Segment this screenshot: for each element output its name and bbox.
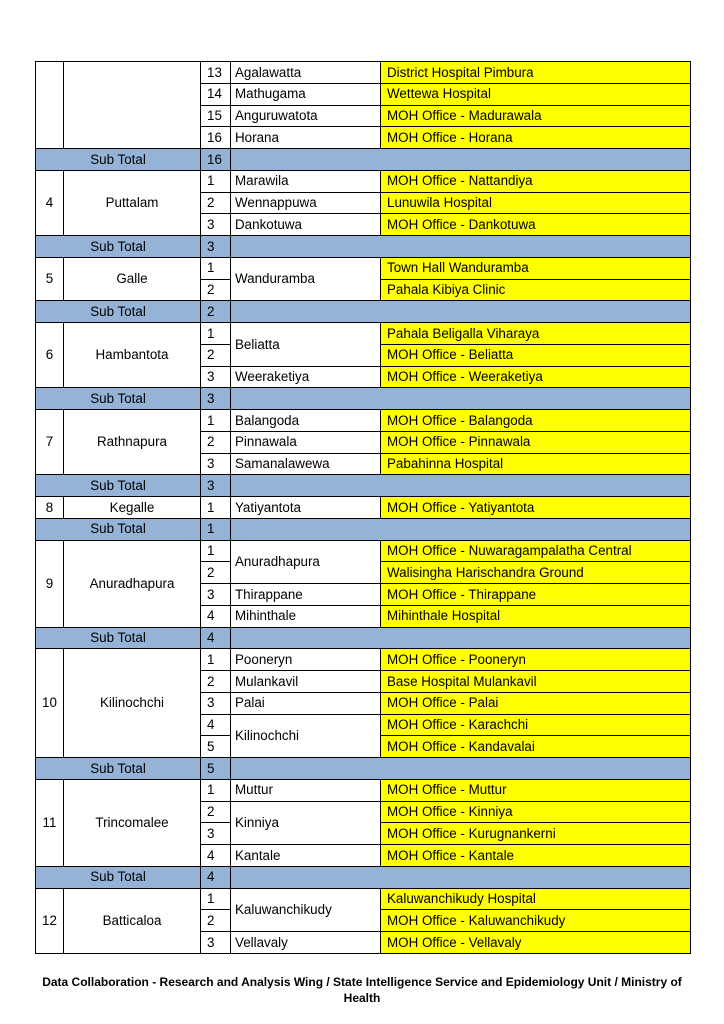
subtotal-count: 1 (201, 518, 231, 540)
serial-number: 1 (201, 497, 231, 519)
vaccination-centre: MOH Office - Kantale (381, 845, 691, 867)
serial-number: 1 (201, 170, 231, 192)
table-row (36, 257, 691, 279)
table-row (36, 62, 691, 84)
serial-number: 5 (201, 736, 231, 758)
district-number (36, 62, 64, 149)
vaccination-centre: Lunuwila Hospital (381, 192, 691, 214)
location-name: Beliatta (231, 323, 381, 367)
vaccination-centre: Pahala Kibiya Clinic (381, 279, 691, 301)
subtotal-label: Sub Total (36, 866, 201, 888)
vaccination-centre: Pabahinna Hospital (381, 453, 691, 475)
vaccination-centre: MOH Office - Madurawala (381, 105, 691, 127)
subtotal-label: Sub Total (36, 627, 201, 649)
serial-number: 2 (201, 910, 231, 932)
location-name: Anguruwatota (231, 105, 381, 127)
vaccination-centre: Base Hospital Mulankavil (381, 671, 691, 693)
district-name: Kilinochchi (64, 649, 201, 758)
district-name: Hambantota (64, 323, 201, 388)
district-name: Anuradhapura (64, 540, 201, 627)
serial-number: 3 (201, 932, 231, 954)
table-row (36, 170, 691, 192)
serial-number: 1 (201, 540, 231, 562)
serial-number: 2 (201, 671, 231, 693)
district-name (64, 62, 201, 149)
serial-number: 4 (201, 845, 231, 867)
district-number: 8 (36, 497, 64, 519)
serial-number: 1 (201, 779, 231, 801)
serial-number: 14 (201, 83, 231, 105)
location-name: Balangoda (231, 410, 381, 432)
vaccination-centre: MOH Office - Kandavalai (381, 736, 691, 758)
vaccination-centre: MOH Office - Beliatta (381, 344, 691, 366)
location-name: Pooneryn (231, 649, 381, 671)
location-name: Vellavaly (231, 932, 381, 954)
location-name: Mathugama (231, 83, 381, 105)
location-name: Weeraketiya (231, 366, 381, 388)
subtotal-count: 5 (201, 758, 231, 780)
serial-number: 16 (201, 127, 231, 149)
subtotal-label: Sub Total (36, 518, 201, 540)
location-name: Yatiyantota (231, 497, 381, 519)
serial-number: 4 (201, 605, 231, 627)
location-name: Mihinthale (231, 605, 381, 627)
vaccination-centre: Pahala Beligalla Viharaya (381, 323, 691, 345)
subtotal-row (36, 388, 691, 410)
vaccination-centre: MOH Office - Balangoda (381, 410, 691, 432)
location-name: Wanduramba (231, 257, 381, 301)
serial-number: 2 (201, 344, 231, 366)
vaccination-centre: Walisingha Harischandra Ground (381, 562, 691, 584)
serial-number: 4 (201, 714, 231, 736)
serial-number: 2 (201, 801, 231, 823)
district-name: Batticaloa (64, 888, 201, 953)
location-name: Marawila (231, 170, 381, 192)
district-name: Kegalle (64, 497, 201, 519)
centres-table-body (36, 62, 691, 954)
subtotal-blank (231, 866, 691, 888)
serial-number: 3 (201, 584, 231, 606)
location-name: Palai (231, 692, 381, 714)
subtotal-row (36, 236, 691, 258)
centres-table (35, 61, 691, 954)
subtotal-row (36, 518, 691, 540)
serial-number: 15 (201, 105, 231, 127)
subtotal-row (36, 301, 691, 323)
district-number: 11 (36, 779, 64, 866)
subtotal-label: Sub Total (36, 388, 201, 410)
vaccination-centre: MOH Office - Dankotuwa (381, 214, 691, 236)
location-name: Mulankavil (231, 671, 381, 693)
vaccination-centre: MOH Office - Nuwaragampalatha Central (381, 540, 691, 562)
vaccination-centre: Mihinthale Hospital (381, 605, 691, 627)
vaccination-centre: MOH Office - Kinniya (381, 801, 691, 823)
subtotal-count: 2 (201, 301, 231, 323)
district-number: 5 (36, 257, 64, 301)
subtotal-label: Sub Total (36, 758, 201, 780)
vaccination-centre: MOH Office - Karachchi (381, 714, 691, 736)
table-row (36, 888, 691, 910)
vaccination-centre: MOH Office - Horana (381, 127, 691, 149)
serial-number: 13 (201, 62, 231, 84)
subtotal-blank (231, 149, 691, 171)
location-name: Wennappuwa (231, 192, 381, 214)
vaccination-centre: MOH Office - Kaluwanchikudy (381, 910, 691, 932)
district-name: Puttalam (64, 170, 201, 235)
location-name: Thirappane (231, 584, 381, 606)
location-name: Pinnawala (231, 431, 381, 453)
subtotal-row (36, 758, 691, 780)
subtotal-label: Sub Total (36, 301, 201, 323)
subtotal-blank (231, 301, 691, 323)
table-row (36, 497, 691, 519)
vaccination-centre: Wettewa Hospital (381, 83, 691, 105)
district-name: Rathnapura (64, 410, 201, 475)
location-name: Agalawatta (231, 62, 381, 84)
subtotal-count: 4 (201, 627, 231, 649)
table-row (36, 323, 691, 345)
subtotal-blank (231, 518, 691, 540)
subtotal-label: Sub Total (36, 236, 201, 258)
vaccination-centre: MOH Office - Weeraketiya (381, 366, 691, 388)
vaccination-centre: District Hospital Pimbura (381, 62, 691, 84)
subtotal-label: Sub Total (36, 475, 201, 497)
vaccination-centre: Kaluwanchikudy Hospital (381, 888, 691, 910)
location-name: Kinniya (231, 801, 381, 845)
subtotal-row (36, 475, 691, 497)
subtotal-blank (231, 236, 691, 258)
serial-number: 3 (201, 453, 231, 475)
vaccination-centre: MOH Office - Nattandiya (381, 170, 691, 192)
district-number: 9 (36, 540, 64, 627)
vaccination-centre: MOH Office - Pinnawala (381, 431, 691, 453)
subtotal-blank (231, 627, 691, 649)
location-name: Horana (231, 127, 381, 149)
district-name: Trincomalee (64, 779, 201, 866)
subtotal-blank (231, 758, 691, 780)
location-name: Kilinochchi (231, 714, 381, 758)
serial-number: 2 (201, 431, 231, 453)
subtotal-row (36, 149, 691, 171)
table-row (36, 649, 691, 671)
serial-number: 3 (201, 366, 231, 388)
district-name: Galle (64, 257, 201, 301)
serial-number: 3 (201, 692, 231, 714)
serial-number: 2 (201, 192, 231, 214)
subtotal-blank (231, 388, 691, 410)
vaccination-centre: MOH Office - Yatiyantota (381, 497, 691, 519)
location-name: Anuradhapura (231, 540, 381, 584)
table-row (36, 410, 691, 432)
subtotal-count: 16 (201, 149, 231, 171)
serial-number: 1 (201, 649, 231, 671)
serial-number: 2 (201, 562, 231, 584)
vaccination-centre: MOH Office - Muttur (381, 779, 691, 801)
location-name: Dankotuwa (231, 214, 381, 236)
district-number: 4 (36, 170, 64, 235)
vaccination-centre: Town Hall Wanduramba (381, 257, 691, 279)
page-footer: Data Collaboration - Research and Analysis Wing / State Intelligence Service and Epidemiology Unit / Ministry of Health (42, 975, 682, 1005)
subtotal-count: 3 (201, 475, 231, 497)
district-number: 7 (36, 410, 64, 475)
vaccination-centre: MOH Office - Pooneryn (381, 649, 691, 671)
subtotal-row (36, 866, 691, 888)
serial-number: 1 (201, 410, 231, 432)
serial-number: 3 (201, 823, 231, 845)
vaccination-centre: MOH Office - Vellavaly (381, 932, 691, 954)
table-row (36, 779, 691, 801)
subtotal-count: 4 (201, 866, 231, 888)
subtotal-count: 3 (201, 236, 231, 258)
subtotal-label: Sub Total (36, 149, 201, 171)
district-number: 6 (36, 323, 64, 388)
serial-number: 2 (201, 279, 231, 301)
serial-number: 1 (201, 888, 231, 910)
location-name: Kantale (231, 845, 381, 867)
subtotal-count: 3 (201, 388, 231, 410)
location-name: Muttur (231, 779, 381, 801)
serial-number: 3 (201, 214, 231, 236)
subtotal-blank (231, 475, 691, 497)
location-name: Samanalawewa (231, 453, 381, 475)
vaccination-centre: MOH Office - Kurugnankerni (381, 823, 691, 845)
location-name: Kaluwanchikudy (231, 888, 381, 932)
serial-number: 1 (201, 323, 231, 345)
subtotal-row (36, 627, 691, 649)
district-number: 12 (36, 888, 64, 953)
district-number: 10 (36, 649, 64, 758)
serial-number: 1 (201, 257, 231, 279)
table-row (36, 540, 691, 562)
vaccination-centre: MOH Office - Palai (381, 692, 691, 714)
vaccination-centre: MOH Office - Thirappane (381, 584, 691, 606)
